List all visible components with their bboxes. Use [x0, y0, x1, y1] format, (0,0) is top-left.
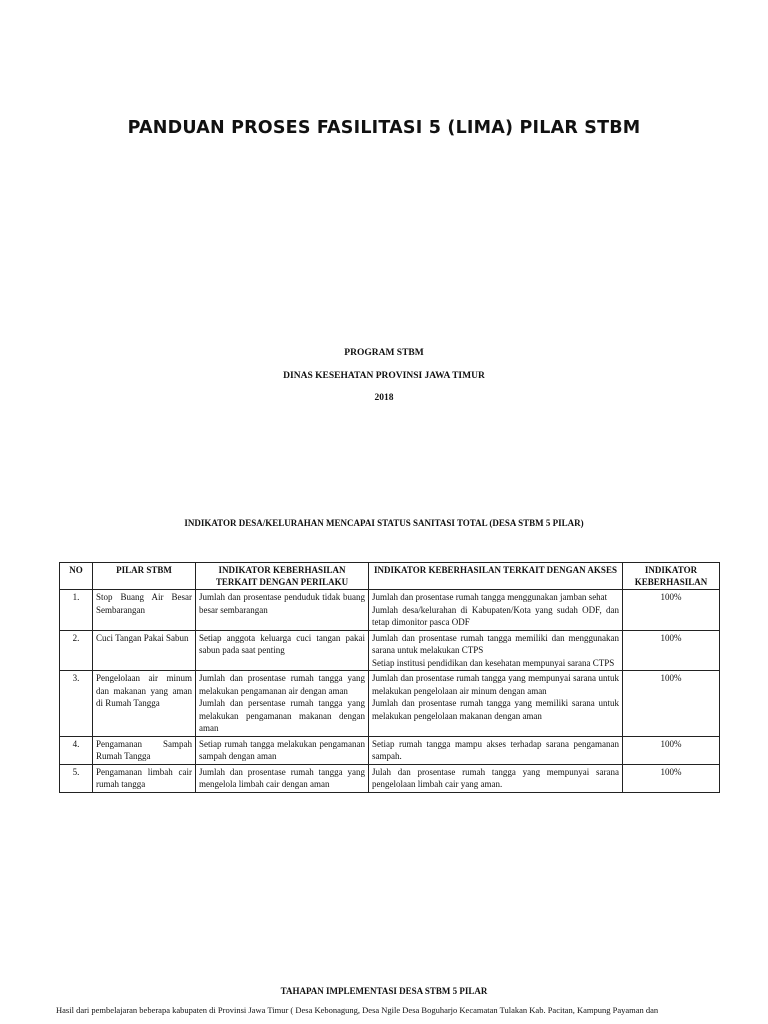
program-name: PROGRAM STBM — [344, 348, 424, 358]
agency-name: DINAS KESEHATAN PROVINSI JAWA TIMUR — [283, 371, 485, 381]
row-pilar: Pengamanan Sampah Rumah Tangga — [93, 736, 196, 764]
row-no: 3. — [60, 671, 93, 737]
table-row — [60, 590, 720, 631]
row-akses-line: Jumlah dan prosentase rumah tangga yang mempunyai sarana untuk melakukan pengelolaan air minum dengan aman — [372, 673, 619, 696]
table-row — [60, 736, 720, 764]
row-no: 2. — [60, 630, 93, 671]
implementation-section-title: TAHAPAN IMPLEMENTASI DESA STBM 5 PILAR — [280, 986, 488, 996]
table-row — [60, 671, 720, 737]
row-perilaku: Jumlah dan prosentase rumah tangga yang mengelola limbah cair dengan aman — [196, 764, 369, 792]
row-keberhasilan: 100% — [623, 736, 720, 764]
header-no: NO — [60, 563, 93, 590]
table-header-row — [60, 563, 720, 590]
row-akses-line: Jumlah dan prosentase rumah tangga menggunakan jamban sehat — [372, 592, 608, 602]
header-pilar: PILAR STBM — [93, 563, 196, 590]
row-perilaku — [196, 671, 369, 737]
table-row — [60, 764, 720, 792]
row-akses-line: Setiap institusi pendidikan dan kesehatan mempunyai sarana CTPS — [372, 657, 615, 668]
row-pilar: Stop Buang Air Besar Sembarangan — [93, 590, 196, 631]
row-akses — [369, 671, 623, 737]
row-akses — [369, 590, 623, 631]
row-no: 5. — [60, 764, 93, 792]
row-keberhasilan: 100% — [623, 671, 720, 737]
header-akses: INDIKATOR KEBERHASILAN TERKAIT DENGAN AKSES — [369, 563, 623, 590]
implementation-paragraph: Hasil dari pembelajaran beberapa kabupaten di Provinsi Jawa Timur ( Desa Kebonagung, Desa Ngile Desa Boguharjo Kecamatan Tulakan Kab. Pacitan, Kampung Payaman dan — [56, 1005, 659, 1015]
row-perilaku-line: Jumlah dan persentase rumah tangga yang melakukan pengamanan makanan dengan aman — [199, 698, 365, 733]
row-keberhasilan: 100% — [623, 590, 720, 631]
row-no: 1. — [60, 590, 93, 631]
row-akses: Setiap rumah tangga mampu akses terhadap sarana pengamanan sampah. — [369, 736, 623, 764]
row-pilar: Cuci Tangan Pakai Sabun — [93, 630, 196, 671]
row-akses: Julah dan prosentase rumah tangga yang mempunyai sarana pengelolaan limbah cair yang aman. — [369, 764, 623, 792]
row-perilaku-line: Jumlah dan prosentase rumah tangga yang melakukan pengamanan air dengan aman — [199, 673, 365, 696]
row-akses — [369, 630, 623, 671]
row-no: 4. — [60, 736, 93, 764]
row-akses-line: Jumlah dan prosentase rumah tangga yang memiliki sarana untuk melakukan pengelolaan makanan dengan aman — [372, 698, 619, 721]
row-akses-line: Jumlah desa/kelurahan di Kabupaten/Kota yang sudah ODF, dan tetap dimonitor pasca ODF — [372, 604, 619, 627]
row-keberhasilan: 100% — [623, 764, 720, 792]
row-keberhasilan: 100% — [623, 630, 720, 671]
header-keberhasilan: INDIKATOR KEBERHASILAN — [623, 563, 720, 590]
header-perilaku: INDIKATOR KEBERHASILAN TERKAIT DENGAN PERILAKU — [196, 563, 369, 590]
document-year: 2018 — [374, 393, 394, 403]
indicator-section-title: INDIKATOR DESA/KELURAHAN MENCAPAI STATUS SANITASI TOTAL (DESA STBM 5 PILAR) — [184, 518, 584, 528]
table-row — [60, 630, 720, 671]
row-pilar: Pengelolaan air minum dan makanan yang aman di Rumah Tangga — [93, 671, 196, 737]
document-title: PANDUAN PROSES FASILITASI 5 (LIMA) PILAR STBM — [127, 118, 641, 138]
row-pilar: Pengamanan limbah cair rumah tangga — [93, 764, 196, 792]
row-perilaku: Setiap anggota keluarga cuci tangan pakai sabun pada saat penting — [196, 630, 369, 671]
row-perilaku: Jumlah dan prosentase penduduk tidak buang besar sembarangan — [196, 590, 369, 631]
row-perilaku: Setiap rumah tangga melakukan pengamanan sampah dengan aman — [196, 736, 369, 764]
indicator-table — [59, 562, 720, 793]
row-akses-line: Jumlah dan prosentase rumah tangga memiliki dan menggunakan sarana untuk melakukan CTPS — [372, 632, 619, 655]
